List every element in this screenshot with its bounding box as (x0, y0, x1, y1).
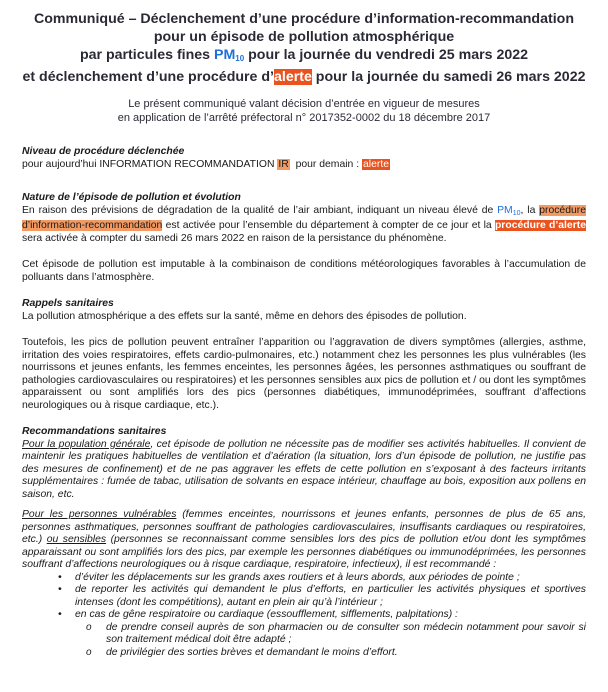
title-line-2: pour un épisode de pollution atmosphérique (153, 29, 455, 45)
niveau-heading: Niveau de procédure déclenchée (22, 146, 185, 157)
rappels-heading: Rappels sanitaires (22, 298, 114, 309)
population-generale-label: Pour la population générale (22, 438, 151, 450)
communique-subtitle (22, 98, 586, 125)
title-line-3 (22, 46, 586, 68)
sub-list-item: o de privilégier des sorties brèves et demandant le moins d’effort. (22, 647, 586, 660)
section-nature (22, 192, 586, 284)
list-item: • de reporter les activités qui demandent le plus d’efforts, en particulier les activités physiques et sportives intenses (dont les compétitions), autant en plein air qu’à l’intérieur ; (22, 584, 586, 609)
nature-p1-d: sera activée à compter du samedi 26 mars 2022 en raison de la persistance du phénomène. (22, 232, 447, 244)
title-line-4 (22, 68, 586, 86)
niveau-today: pour aujourd’hui INFORMATION RECOMMANDATION (22, 158, 278, 170)
recommandations-list (22, 572, 586, 660)
rappels-paragraph-1: La pollution atmosphérique a des effets sur la santé, même en dehors des épisodes de pollution. (22, 310, 467, 322)
population-generale-text: , cet épisode de pollution ne nécessite pas de modifier ses activités habituelles. Il convient de maintenir les pratiques habituelles de ventilation et d’aération (la situation, lors d’un épisode de pollution, ne justifie pas des mesures de confinement) et de ne pas aggraver les effets de cette pollution en s’exposant à des facteurs irritants supplémentaires : fumée de tabac, utilisation de solvants en espace intérieur, chauffage au bois, exposition aux pollens en saison, etc. (22, 438, 586, 500)
list-item: • en cas de gêne respiratoire ou cardiaque (essoufflement, sifflements, palpitations) : (22, 609, 586, 622)
nature-p1-a: En raison des prévisions de dégradation de la qualité de l’air ambiant, indiquant un niveau élevé de (22, 204, 498, 216)
pm-subscript: 10 (235, 54, 245, 63)
title-line-4-post: pour la journée du samedi 26 mars 2022 (311, 69, 586, 85)
title-line-3-post: pour la journée du vendredi 25 mars 2022 (244, 47, 529, 63)
communique-title (22, 0, 586, 86)
nature-pm-subscript: 10 (512, 209, 521, 217)
procedure-ir-highlight: procédure d’information-recommandation (22, 204, 586, 231)
section-niveau (22, 146, 586, 171)
population-generale-paragraph (22, 439, 586, 502)
alerte-highlight: alerte (274, 69, 312, 85)
section-rappels (22, 298, 586, 412)
alerte-badge: alerte (363, 158, 389, 170)
personnes-sensibles-text: (personnes se reconnaissant comme sensibles lors des pics de pollution et/ou dont les symptômes apparaissant ou sont amplifiés lors des pics, par exemple les personnes diabétiques ou immunodéprimées, les personnes souffrant d’affections neurologiques ou à risque cardiaque, respiratoire, infectieux), il est recommandé : (22, 534, 586, 570)
nature-pm10 (497, 205, 520, 216)
nature-paragraph-1 (22, 205, 586, 246)
sub-list-item: o de prendre conseil auprès de son pharmacien ou de consulter son médecin notamment pour savoir si son traitement médical doit être adapté ; (22, 622, 586, 647)
subtitle-line-1: Le présent communiqué valant décision d’entrée en vigueur de mesures (128, 98, 480, 110)
title-line-1: Communiqué – Déclenchement d’une procédure d’information-recommandation (34, 11, 574, 27)
pm-text: PM (214, 47, 236, 63)
procedure-alerte-highlight: procédure d’alerte (494, 220, 586, 231)
pm10-label (214, 47, 244, 63)
title-line-3-pre: par particules fines (79, 47, 214, 63)
personnes-vulnerables-label: Pour les personnes vulnérables (22, 509, 177, 520)
niveau-tomorrow: pour demain : (289, 158, 362, 170)
recommandations-heading: Recommandations sanitaires (22, 426, 167, 437)
nature-p1-b: , la (520, 204, 540, 216)
subtitle-line-2: en application de l’arrêté préfectoral n° 2017352-0002 du 18 décembre 2017 (117, 111, 491, 124)
list-item: • d’éviter les déplacements sur les grands axes routiers et à leurs abords, aux périodes de pointe ; (22, 572, 586, 585)
ir-badge: IR (278, 158, 289, 170)
title-line-4-pre: et déclenchement d’une procédure d’ (22, 69, 274, 85)
personnes-vulnerables-text: (femmes enceintes, nourrissons et jeunes enfants, personnes de plus de 65 ans, personnes asthmatiques, personnes souffrant de pathologies cardiovasculaires, insuffisants cardiaques ou respiratoires, etc.) (22, 509, 586, 545)
rappels-paragraph-2: Toutefois, les pics de pollution peuvent entraîner l’apparition ou l’aggravation de divers symptômes (allergies, asthme, irritation des voies respiratoires, effets cardio-pulmonaires, etc.) notamment chez les personnes les plus vulnérables (les nourrissons et jeunes enfants, les femmes enceintes, les personnes âgées, les personnes asthmatiques ou souffrant de pathologies cardiovasculaires ou respiratoires) et les personnes sensibles aux pics de pollution et / ou dont les symptômes apparaissent ou sont amplifiés lors des pics (personnes diabétiques, immunodéprimées, souffrant d’affections neurologiques ou à risque cardiaque, etc.). (22, 337, 586, 411)
nature-heading: Nature de l’épisode de pollution et évolution (22, 192, 241, 203)
personnes-sensibles-label: ou sensibles (46, 534, 107, 545)
niveau-text (22, 159, 586, 172)
section-recommandations (22, 426, 586, 659)
nature-paragraph-2: Cet épisode de pollution est imputable à la combinaison de conditions météorologiques favorables à l’accumulation de polluants dans l’atmosphère. (22, 259, 586, 283)
nature-p1-c: est activée pour l’ensemble du département à compter de ce jour et la (162, 220, 495, 231)
nature-pm-text: PM (497, 204, 513, 216)
personnes-vulnerables-paragraph (22, 509, 586, 572)
